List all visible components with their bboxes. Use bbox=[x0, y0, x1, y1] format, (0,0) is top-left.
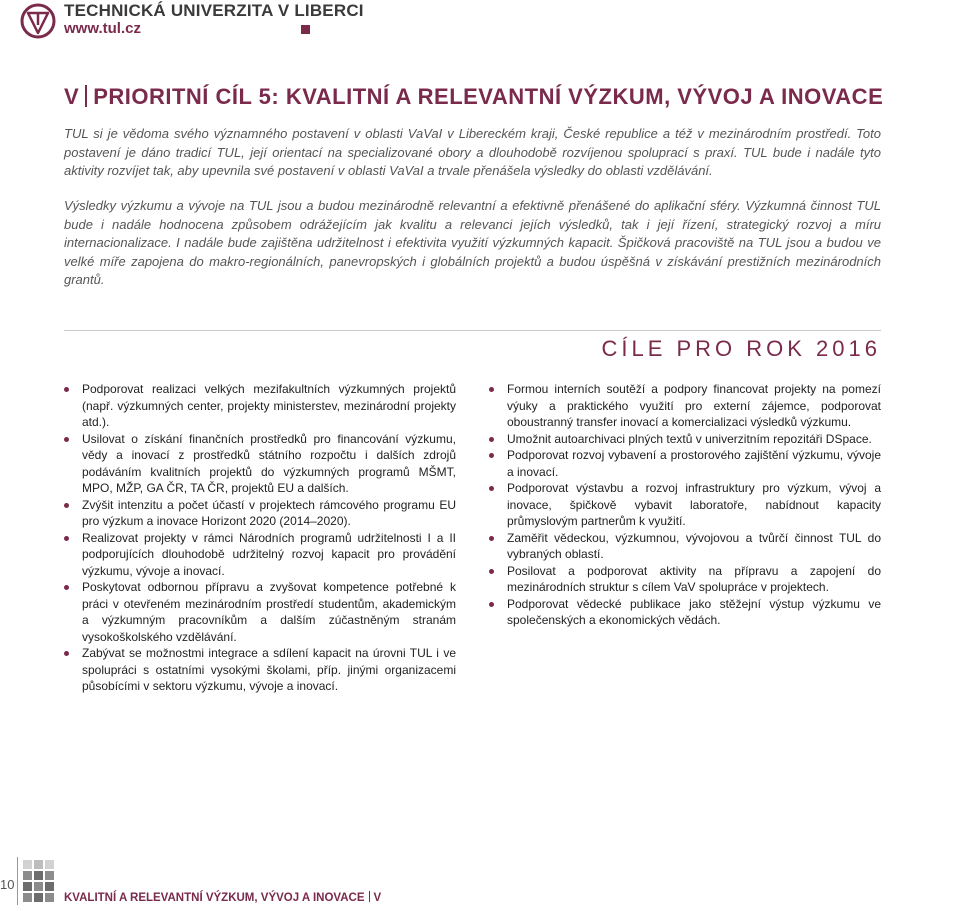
goals-right-list bbox=[489, 381, 881, 629]
footer-divider bbox=[369, 891, 370, 902]
list-item bbox=[64, 579, 456, 645]
bullet-icon bbox=[489, 486, 494, 491]
chapter-title bbox=[64, 84, 883, 110]
list-item bbox=[489, 563, 881, 596]
list-item bbox=[489, 530, 881, 563]
title-divider bbox=[85, 85, 87, 107]
list-item bbox=[64, 645, 456, 695]
university-logo bbox=[20, 3, 60, 39]
header-square-marker bbox=[301, 25, 310, 34]
list-item bbox=[64, 497, 456, 530]
footer-grid-decoration bbox=[21, 858, 57, 906]
footer-rule bbox=[17, 857, 18, 905]
list-item bbox=[489, 431, 881, 448]
bullet-icon bbox=[64, 536, 69, 541]
bullet-icon bbox=[489, 453, 494, 458]
bullet-icon bbox=[64, 585, 69, 590]
chapter-roman: V bbox=[64, 84, 80, 109]
list-item-text: Zvýšit intenzitu a počet účastí v projektech rámcového programu EU pro výzkum a inovace Horizont 2020 (2014–2020). bbox=[82, 497, 456, 528]
tul-logo-icon bbox=[20, 3, 60, 39]
list-item-text: Zaměřit vědeckou, výzkumnou, vývojovou a tvůrčí činnost TUL do vybraných oblastí. bbox=[507, 530, 881, 561]
list-item bbox=[64, 431, 456, 497]
list-item-text: Podporovat realizaci velkých mezifakultních výzkumných projektů (např. výzkumných center, projekty ministerstev, mezinárodní projekty atd.). bbox=[82, 382, 456, 429]
list-item-text: Podporovat vědecké publikace jako stěžejní výstup výzkumu ve společenských a ekonomických vědách. bbox=[507, 596, 881, 627]
list-item-text: Poskytovat odbornou přípravu a zvyšovat kompetence potřebné k práci v otevřeném mezinárodním prostředí studentům, akademickým a výzkumným pracovníkům a dalším zúčastněným stranám vysokoškolského vzdělávání. bbox=[82, 580, 456, 644]
list-item bbox=[64, 381, 456, 431]
university-url[interactable]: www.tul.cz bbox=[64, 20, 141, 37]
bullet-icon bbox=[64, 437, 69, 442]
chapter-title-text: PRIORITNÍ CÍL 5: KVALITNÍ A RELEVANTNÍ VÝZKUM, VÝVOJ A INOVACE bbox=[93, 84, 884, 109]
list-item bbox=[489, 596, 881, 629]
list-item-text: Umožnit autoarchivaci plných textů v univerzitním repozitáři DSpace. bbox=[507, 431, 872, 446]
goals-title: CÍLE PRO ROK 2016 bbox=[601, 336, 881, 361]
list-item bbox=[64, 530, 456, 580]
footer-chapter-text: KVALITNÍ A RELEVANTNÍ VÝZKUM, VÝVOJ A INOVACE bbox=[64, 892, 365, 904]
bullet-icon bbox=[489, 437, 494, 442]
list-item-text: Realizovat projekty v rámci Národních programů udržitelnosti I a II podporujících dlouhodobě udržitelný rozvoj kapacit pro provádění výzkumu, vývoje a inovací. bbox=[82, 530, 456, 578]
bullet-icon bbox=[489, 387, 494, 392]
list-item-text: Posilovat a podporovat aktivity na přípravu a zapojení do mezinárodních struktur s cílem VaV spolupráce v projektech. bbox=[507, 563, 881, 594]
intro-paragraph-2: Výsledky výzkumu a vývoje na TUL jsou a budou mezinárodně relevantní a efektivně přenášené do aplikační sféry. Výzkumná činnost TUL bude i nadále hodnocena způsobem odrážejícím jak kvalitu a relevanci jejích výsledků, tak i její řízení, strategický rozvoj a míru internacionalizace. I nadále bude zajištěna udržitelnost i efektivita využití výzkumných kapacit. Špičková pracoviště na TUL jsou a budou ve velké míře zapojena do makro-regionálních, panevropských i globálních projektů a budou úspěšná v získávání prestižních mezinárodních grantů. bbox=[64, 198, 881, 287]
footer-chapter-label bbox=[64, 891, 381, 904]
bullet-icon bbox=[64, 651, 69, 656]
list-item-text: Usilovat o získání finančních prostředků pro financování výzkumu, vědy a inovací z prostředků státního rozpočtu i dalších zdrojů podáváním kvalitních projektů do výzkumných programů MŠMT, MPO, MŽP, GA ČR, TA ČR, projektů EU a dalších. bbox=[82, 431, 456, 495]
page-number: 10 bbox=[0, 877, 15, 892]
university-name: TECHNICKÁ UNIVERZITA V LIBERCI bbox=[64, 1, 364, 20]
list-item-text: Podporovat výstavbu a rozvoj infrastruktury pro výzkum, vývoj a inovace, špičkově vybavit laboratoře, nabídnout kapacity průmyslovým partnerům k využití. bbox=[507, 481, 881, 528]
bullet-icon bbox=[64, 387, 69, 392]
grid-pattern-icon bbox=[21, 858, 57, 906]
list-item bbox=[489, 447, 881, 480]
bullet-icon bbox=[489, 536, 494, 541]
footer-roman: V bbox=[373, 892, 382, 904]
list-item bbox=[489, 480, 881, 530]
list-item-text: Podporovat rozvoj vybavení a prostorového zajištění výzkumu, vývoje a inovací. bbox=[507, 448, 881, 479]
bullet-icon bbox=[489, 602, 494, 607]
list-item-text: Zabývat se možnostmi integrace a sdílení kapacit na úrovni TUL i ve spolupráci s ostatními vysokými školami, příp. jinými organizacemi působícími v sektoru výzkumu, vývoje a inovací. bbox=[82, 646, 456, 693]
intro-paragraph-1: TUL si je vědoma svého významného postavení v oblasti VaVaI v Libereckém kraji, České republice a též v mezinárodním prostředí. Toto postavení je dáno tradicí TUL, její orientací na specializované obory a dlouhodobě rozvíjenou spoluprací s praxí. TUL bude i nadále tyto aktivity rozvíjet tak, aby upevnila své postavení v oblasti VaVaI a trvale přenášela výsledky do oblasti vzdělávání. bbox=[64, 126, 881, 178]
bullet-icon bbox=[64, 503, 69, 508]
list-item bbox=[489, 381, 881, 431]
list-item-text: Formou interních soutěží a podpory financovat projekty na pomezí výuky a praktického využití pro externí zájemce, podporovat oboustranný transfer inovací a komercializaci výsledků výzkumu. bbox=[507, 382, 881, 429]
goals-left-list bbox=[64, 381, 456, 695]
section-divider bbox=[64, 330, 881, 331]
bullet-icon bbox=[489, 569, 494, 574]
